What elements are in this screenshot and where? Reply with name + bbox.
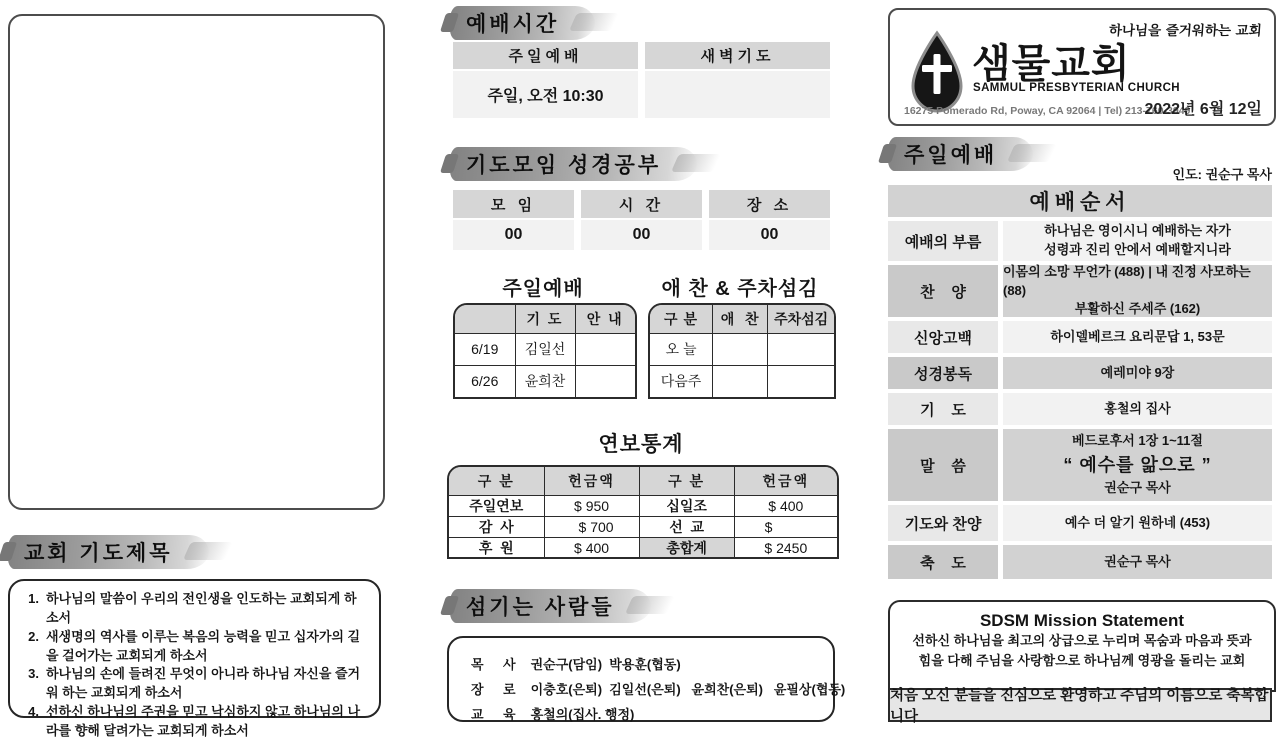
servants-header-label: 섬기는 사람들 [466,596,615,619]
total-value-cell: $ 2450 [734,537,837,558]
order-line: 성령과 진리 안에서 예배할지니라 [1044,242,1231,257]
column-header: 구 분 [650,305,713,333]
order-row [888,505,1272,541]
church-prayer-box [8,579,381,738]
service-leader: 인도: 권순구 목사 [1172,167,1272,182]
order-line: 권순구 목사 [1104,553,1171,569]
column-header: 주차섬김 [768,305,834,333]
table-cell: $ [734,516,837,537]
order-row [888,221,1272,261]
order-row-label: 기 도 [888,393,998,425]
bible-study-table [453,190,830,250]
order-row-content [1003,505,1272,541]
table-cell [768,365,834,397]
prayer-item [24,703,369,741]
table-cell: 6/26 [455,365,515,397]
prayer-item-number: 4. [28,704,39,720]
church-name-en: SAMMUL PRESBYTERIAN CHURCH [973,82,1180,94]
table-cell: 00 [453,220,574,250]
order-line: 권순구 목사 [1104,480,1171,496]
column-header: 시 간 [581,190,702,218]
column-header: 헌금액 [544,467,639,495]
servant-names: 이충호(은퇴) 김일선(은퇴) 윤희찬(은퇴) 윤필상(협동) [530,682,846,697]
sermon-title: “ 예수를 앎으로 ” [1063,454,1212,475]
table-row [449,537,837,558]
table-cell: 주일, 오전 10:30 [453,71,638,118]
order-row-content [1003,321,1272,353]
prayer-item-text: 새생명의 역사를 이루는 복음의 능력을 믿고 십자가의 길을 걸어가는 교회되게 하소서 [46,628,361,663]
table-cell: $ 700 [544,516,639,537]
agape-parking-table [648,303,836,399]
column-header: 기 도 [515,305,575,333]
prayer-item [24,590,369,628]
table-row [453,71,830,118]
order-row-content [1003,393,1272,425]
order-row-content [1003,429,1272,501]
column-header: 새벽기도 [645,42,830,69]
offering-title: 연보통계 [598,433,684,456]
servants-row [465,676,846,701]
servant-role: 목 사 [471,657,517,672]
church-tagline: 하나님을 즐거워하는 교회 [1108,23,1263,39]
table-cell: 선 교 [639,516,734,537]
order-row-content [1003,265,1272,317]
order-line: 하이델베르크 요리문답 1, 53문 [1050,328,1225,344]
prayer-item-text: 하나님의 손에 들려진 무엇이 아니라 하나님 자신을 즐거워 하는 교회되게 하소서 [46,666,361,701]
agape-title: 애 찬 & 주차섬김 [661,278,819,300]
table-row [449,516,837,537]
order-line: 이몸의 소망 무언가 (488) | 내 진정 사모하는 (88) [1003,263,1251,298]
prayer-item-text: 선하신 하나님의 주권을 믿고 낙심하지 않고 하나님의 나라를 향해 달려가는 교회되게 하소서 [46,704,361,738]
order-row-label: 성경봉독 [888,357,998,389]
sunday-duty-title: 주일예배 [502,278,584,300]
order-row-label: 찬 양 [888,265,998,317]
prayer-item-number: 1. [28,591,39,606]
order-row [888,393,1272,425]
blank-notes-box [8,14,385,510]
column-header: 안 내 [575,305,635,333]
column-header: 주일예배 [453,42,638,69]
order-row-content [1003,221,1272,261]
prayer-item-number: 2. [28,628,39,644]
table-cell: 오 늘 [650,333,713,365]
column-header: 장 소 [709,190,830,218]
table-cell: 십일조 [639,495,734,516]
table-cell: 00 [709,220,830,250]
church-address: 16275 Pomerado Rd, Poway, CA 92064 | Tel) 213-760-3949 [904,105,1191,117]
table-cell: 감 사 [449,516,544,537]
table-cell: 6/19 [455,333,515,365]
column-header: 헌금액 [734,467,837,495]
sunday-service-header-label: 주일예배 [904,144,998,167]
column-header: 구 분 [449,467,544,495]
prayer-item [24,628,369,666]
order-title: 예배순서 [888,185,1272,217]
table-header-row [650,305,834,333]
table-header-row [453,190,830,218]
table-header-row [455,305,635,333]
mission-line: 힘을 다해 주님을 사랑함으로 하나님께 영광을 돌리는 교회 [918,653,1246,669]
table-cell: 다음주 [650,365,713,397]
table-cell [768,333,834,365]
table-cell: $ 950 [544,495,639,516]
table-cell: 윤희찬 [515,365,575,397]
church-prayer-header-label: 교회 기도제목 [24,542,173,565]
table-row [650,365,834,397]
total-label-cell: 총합계 [639,537,734,558]
bulletin-date: 2022년 6월 12일 [1144,101,1262,118]
order-row-label: 신앙고백 [888,321,998,353]
worship-time-table [453,42,830,118]
church-name: 샘물교회 [972,42,1131,86]
order-of-service-table [888,185,1272,579]
worship-time-header [450,6,595,40]
mission-statement-box [888,600,1276,692]
prayer-item-number: 3. [28,666,39,682]
table-cell [575,333,635,365]
servants-header [450,589,651,623]
order-row-label: 말 씀 [888,429,998,501]
table-cell: $ 400 [734,495,837,516]
mission-title: SDSM Mission Statement [979,611,1185,630]
table-header-row [453,42,830,69]
order-line: 부활하신 주세주 (162) [1074,301,1201,317]
welcome-banner: 처음 오신 분들을 진심으로 환영하고 주님의 이름으로 축복합니다 [888,688,1272,722]
order-row-content [1003,357,1272,389]
table-header-row [449,467,837,495]
table-cell: 김일선 [515,333,575,365]
table-cell [645,71,830,118]
order-row-label: 기도와 찬양 [888,505,998,541]
table-row [455,365,635,397]
bible-study-header [450,147,697,181]
servant-names: 홍철의(집사. 행정) [530,707,635,722]
servant-names: 권순구(담임) 박용훈(협동) [530,657,681,672]
servants-row [465,701,825,726]
order-row [888,429,1272,501]
servant-role: 장 로 [471,682,517,697]
order-row [888,265,1272,317]
order-row [888,545,1272,579]
mission-line: 선하신 하나님을 최고의 상급으로 누리며 목숨과 마음과 뜻과 [912,633,1252,648]
order-line: 예레미야 9장 [1100,364,1175,380]
order-row [888,357,1272,389]
order-line: 베드로후서 1장 1~11절 [1072,433,1203,449]
table-cell: 후 원 [449,537,544,558]
order-row [888,321,1272,353]
column-header [455,305,515,333]
servants-row [465,651,825,676]
servant-role: 교 육 [471,707,517,722]
table-row [449,495,837,516]
column-header: 모 임 [453,190,574,218]
order-row-label: 예배의 부름 [888,221,998,261]
church-masthead [888,8,1276,126]
table-cell [575,365,635,397]
church-prayer-header [8,535,209,569]
table-row [455,333,635,365]
sunday-service-header [888,137,1033,171]
worship-time-header-label: 예배시간 [466,13,560,36]
table-cell [713,333,768,365]
table-row [650,333,834,365]
bible-study-header-label: 기도모임 성경공부 [466,154,662,177]
waterdrop-cross-logo [906,30,968,114]
sunday-duty-table [453,303,637,399]
order-line: 하나님은 영이시니 예배하는 자가 [1044,223,1231,239]
order-line: 예수 더 알기 원하네 (453) [1064,514,1211,530]
table-cell: 00 [581,220,702,250]
order-row-label: 축 도 [888,545,998,579]
order-row-content [1003,545,1272,579]
table-cell [713,365,768,397]
prayer-item [24,665,369,703]
offering-table [447,465,839,559]
table-cell: $ 400 [544,537,639,558]
table-cell: 주일연보 [449,495,544,516]
column-header: 애 찬 [713,305,768,333]
order-line: 홍철의 집사 [1104,400,1171,416]
prayer-item-text: 하나님의 말씀이 우리의 전인생을 인도하는 교회되게 하소서 [46,591,357,625]
column-header: 구 분 [639,467,734,495]
servants-box [447,636,846,722]
table-row [453,220,830,250]
